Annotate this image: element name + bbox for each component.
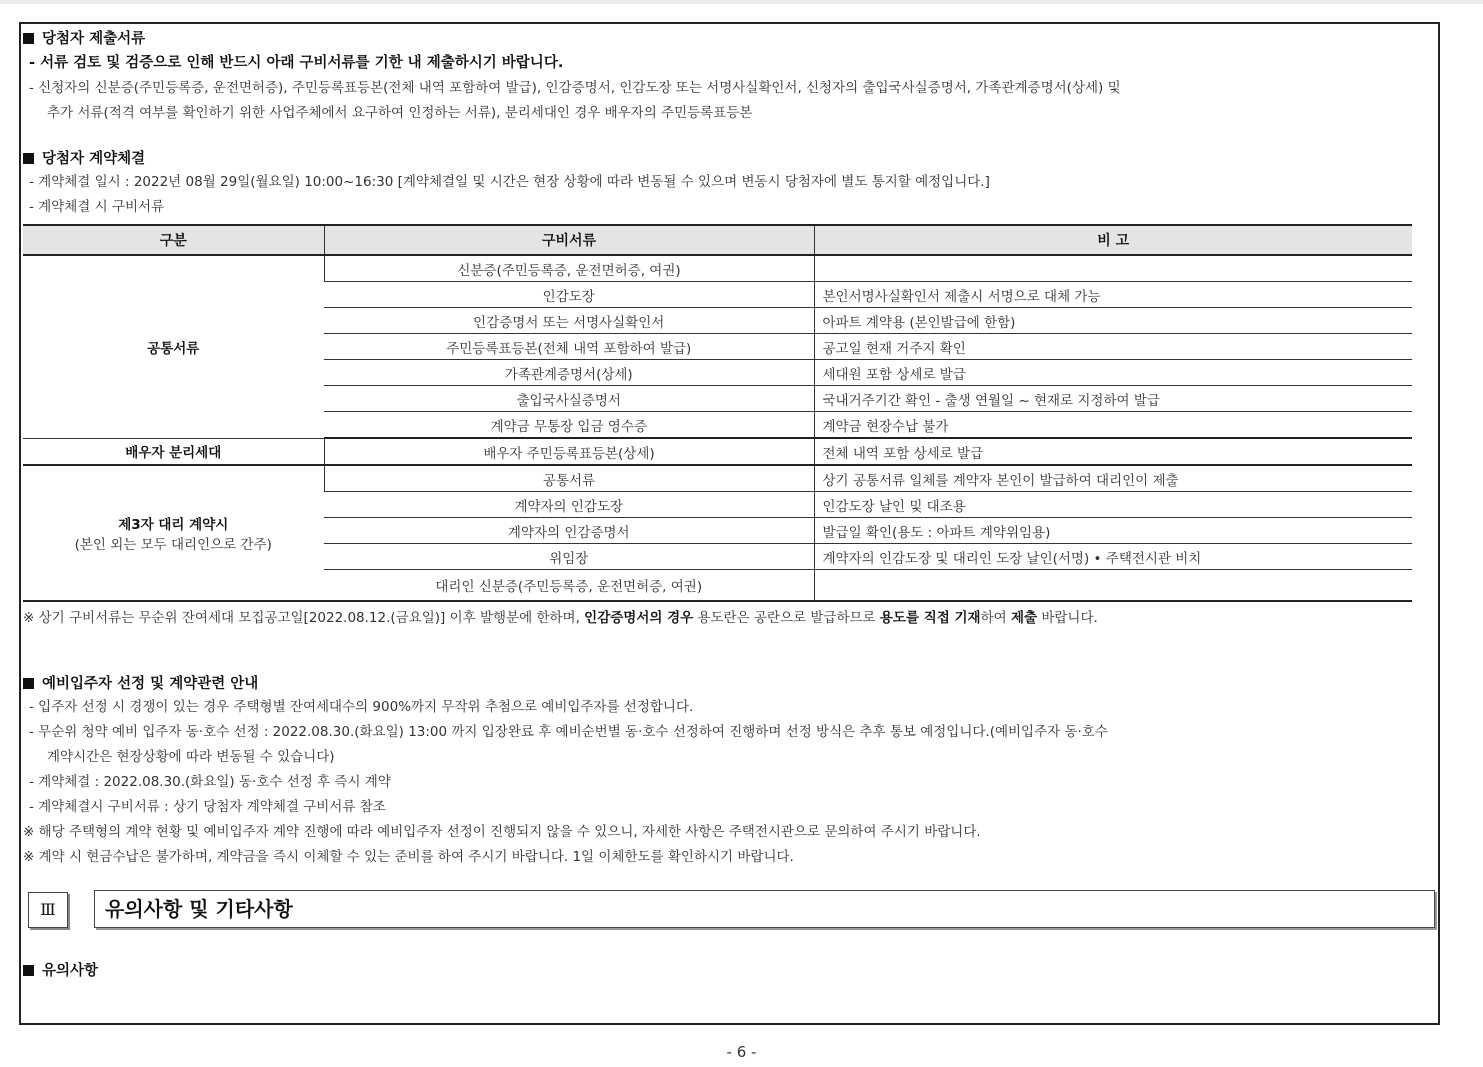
document-cell: 가족관계증명서(상세) bbox=[324, 360, 814, 386]
remark-cell: 전체 내역 포함 상세로 발급 bbox=[814, 438, 1412, 465]
remark-cell: 아파트 계약용 (본인발급에 한함) bbox=[814, 308, 1412, 334]
remark-cell bbox=[814, 255, 1412, 282]
top-strip bbox=[0, 0, 1483, 4]
footnote-emphasis: 용도를 직접 기재 bbox=[879, 610, 981, 626]
submission-line-2: 추가 서류(적격 여부를 확인하기 위한 사업주체에서 요구하여 인정하는 서류), 분리세대인 경우 배우자의 주민등록표등본 bbox=[47, 105, 753, 121]
table-footnote bbox=[23, 606, 1437, 631]
document-cell: 인감증명서 또는 서명사실확인서 bbox=[324, 308, 814, 334]
section-heading-cautions bbox=[23, 960, 1437, 982]
category-title: 제3자 대리 계약시 bbox=[118, 517, 229, 533]
square-bullet-icon bbox=[23, 33, 34, 44]
document-cell: 대리인 신분증(주민등록증, 운전면허증, 여권) bbox=[324, 570, 814, 602]
waitlist-line: - 계약체결 : 2022.08.30.(화요일) 동·호수 선정 후 즉시 계약 bbox=[29, 774, 391, 790]
section-header-bar bbox=[23, 888, 1437, 932]
remark-cell: 본인서명사실확인서 제출시 서명으로 대체 가능 bbox=[814, 282, 1412, 308]
heading-text: 당첨자 계약체결 bbox=[42, 151, 146, 167]
footnote-text: 용도란은 공란으로 발급하므로 bbox=[693, 610, 880, 626]
footnote-text: ※ 상기 구비서류는 무순위 잔여세대 모집공고일[2022.08.12.(금요일)] 이후 발행분에 한하며, bbox=[23, 610, 585, 626]
remark-cell: 세대원 포함 상세로 발급 bbox=[814, 360, 1412, 386]
footnote-text: 하여 bbox=[980, 610, 1011, 626]
remark-cell bbox=[814, 570, 1412, 602]
waitlist-note: ※ 해당 주택형의 계약 현황 및 예비입주자 계약 진행에 따라 예비입주자 선정이 진행되지 않을 수 있으니, 자세한 사항은 주택전시관으로 문의하여 주시기 바랍니다. bbox=[23, 824, 981, 840]
column-header: 비 고 bbox=[814, 225, 1412, 255]
category-cell bbox=[23, 465, 324, 601]
document-cell: 인감도장 bbox=[324, 282, 814, 308]
submission-emphasis-line: - 서류 검토 및 검증으로 인해 반드시 아래 구비서류를 기한 내 제출하시기 바랍니다. bbox=[29, 55, 564, 71]
table-row bbox=[23, 255, 1412, 282]
section-title: 유의사항 및 기타사항 bbox=[94, 890, 1435, 928]
square-bullet-icon bbox=[23, 965, 34, 976]
waitlist-note: ※ 계약 시 현금수납은 불가하며, 계약금을 즉시 이체할 수 있는 준비를 하여 주시기 바랍니다. 1일 이체한도를 확인하시기 바랍니다. bbox=[23, 849, 794, 865]
document-cell: 배우자 주민등록표등본(상세) bbox=[324, 438, 814, 465]
contract-date-line: - 계약체결 일시 : 2022년 08월 29일(월요일) 10:00~16:30 [계약체결일 및 시간은 현장 상황에 따라 변동될 수 있으며 변동시 당첨자에 별도 통지할 예정입니다.] bbox=[29, 174, 990, 190]
section-heading-submission bbox=[23, 28, 1437, 50]
footnote-text: 바랍니다. bbox=[1037, 610, 1098, 626]
square-bullet-icon bbox=[23, 153, 34, 164]
table-header-row bbox=[23, 225, 1412, 255]
contract-docs-line: - 계약체결 시 구비서류 bbox=[29, 199, 165, 215]
document-cell: 계약자의 인감도장 bbox=[324, 492, 814, 518]
section-heading-waitlist bbox=[23, 673, 1437, 695]
waitlist-line: - 무순위 청약 예비 입주자 동·호수 선정 : 2022.08.30.(화요일) 13:00 까지 입장완료 후 예비순번별 동·호수 선정하여 진행하며 선정 방식은 추후 통보 예정입니다.(예비입주자 동·호수 bbox=[29, 724, 1108, 740]
document-cell: 계약금 무통장 입금 영수증 bbox=[324, 412, 814, 439]
document-frame bbox=[19, 22, 1440, 1025]
category-cell: 배우자 분리세대 bbox=[23, 438, 324, 465]
remark-cell: 상기 공통서류 일체를 계약자 본인이 발급하여 대리인이 제출 bbox=[814, 465, 1412, 492]
waitlist-line: 계약시간은 현장상황에 따라 변동될 수 있습니다) bbox=[47, 749, 335, 765]
submission-line-1: - 신청자의 신분증(주민등록증, 운전면허증), 주민등록표등본(전체 내역 포함하여 발급), 인감증명서, 인감도장 또는 서명사실확인서, 신청자의 출입국사실증명서, 가족관계증명서(상세) 및 bbox=[29, 80, 1121, 96]
document-cell: 위임장 bbox=[324, 544, 814, 570]
heading-text: 예비입주자 선정 및 계약관련 안내 bbox=[42, 676, 259, 692]
document-cell: 신분증(주민등록증, 운전면허증, 여권) bbox=[324, 255, 814, 282]
square-bullet-icon bbox=[23, 678, 34, 689]
remark-cell: 계약금 현장수납 불가 bbox=[814, 412, 1412, 439]
category-cell: 공통서류 bbox=[23, 255, 324, 438]
document-cell: 주민등록표등본(전체 내역 포함하여 발급) bbox=[324, 334, 814, 360]
required-documents-table bbox=[23, 224, 1412, 602]
heading-text: 유의사항 bbox=[42, 963, 99, 979]
footnote-emphasis: 인감증명서의 경우 bbox=[584, 610, 694, 626]
remark-cell: 인감도장 날인 및 대조용 bbox=[814, 492, 1412, 518]
document-cell: 계약자의 인감증명서 bbox=[324, 518, 814, 544]
remark-cell: 국내거주기간 확인 - 출생 연월일 ~ 현재로 지정하여 발급 bbox=[814, 386, 1412, 412]
document-cell: 출입국사실증명서 bbox=[324, 386, 814, 412]
waitlist-line: - 입주자 선정 시 경쟁이 있는 경우 주택형별 잔여세대수의 900%까지 무작위 추첨으로 예비입주자를 선정합니다. bbox=[29, 699, 694, 715]
section-number: Ⅲ bbox=[28, 892, 68, 928]
document-content bbox=[23, 28, 1437, 982]
column-header: 구비서류 bbox=[324, 225, 814, 255]
document-cell: 공통서류 bbox=[324, 465, 814, 492]
page-number: - 6 - bbox=[726, 1043, 757, 1061]
section-heading-contract bbox=[23, 148, 1437, 170]
waitlist-line: - 계약체결시 구비서류 : 상기 당첨자 계약체결 구비서류 참조 bbox=[29, 799, 386, 815]
footnote-emphasis: 제출 bbox=[1010, 610, 1038, 626]
category-subtitle: (본인 외는 모두 대리인으로 간주) bbox=[74, 537, 272, 553]
remark-cell: 계약자의 인감도장 및 대리인 도장 날인(서명) • 주택전시관 비치 bbox=[814, 544, 1412, 570]
table-row bbox=[23, 465, 1412, 492]
remark-cell: 공고일 현재 거주지 확인 bbox=[814, 334, 1412, 360]
column-header: 구분 bbox=[23, 225, 324, 255]
remark-cell: 발급일 확인(용도 : 아파트 계약위임용) bbox=[814, 518, 1412, 544]
heading-text: 당첨자 제출서류 bbox=[42, 31, 146, 47]
table-row bbox=[23, 438, 1412, 465]
